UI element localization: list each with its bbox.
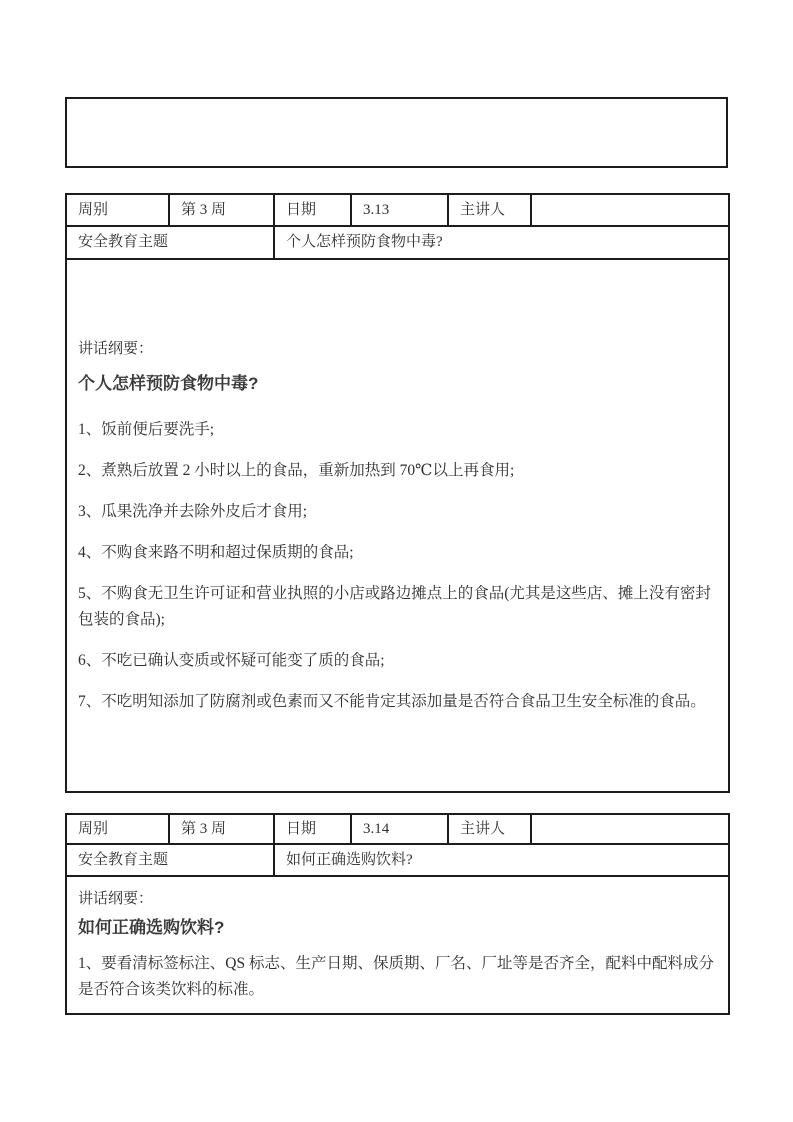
week-label-cell: 周别 [66, 814, 169, 844]
lesson-table-2 [65, 813, 730, 1015]
week-value-cell: 第 3 周 [169, 814, 274, 844]
outline-heading: 个人怎样预防食物中毒? [78, 373, 259, 393]
outline-heading: 如何正确选购饮料? [78, 918, 225, 937]
outline-row [66, 259, 729, 792]
topic-label-cell: 安全教育主题 [66, 844, 274, 876]
topic-row [66, 226, 729, 259]
outline-item-5: 5、不购食无卫生许可证和营业执照的小店或路边摊点上的食品(尤其是这些店、摊上没有密封包装的食品); [78, 584, 711, 628]
outline-item-1: 1、饭前便后要洗手; [78, 420, 215, 438]
speaker-label-cell: 主讲人 [448, 194, 531, 226]
week-value-cell: 第 3 周 [169, 194, 274, 226]
outline-label: 讲话纲要： [78, 891, 154, 907]
outline-item-3: 3、瓜果洗净并去除外皮后才食用; [78, 502, 308, 520]
topic-value-cell: 个人怎样预防食物中毒? [274, 226, 729, 259]
lesson-table-1 [65, 193, 730, 793]
topic-row [66, 844, 729, 876]
outline-label: 讲话纲要： [78, 340, 154, 357]
outline-item-1: 1、要看清标签标注、QS 标志、生产日期、保质期、厂名、厂址等是否齐全，配料中配料成分是否符合该类饮料的标准。 [78, 955, 714, 998]
outline-content-cell [66, 876, 729, 1014]
date-value-cell: 3.14 [351, 814, 448, 844]
outline-item-2: 2、煮熟后放置 2 小时以上的食品，重新加热到 70℃以上再食用; [78, 461, 515, 479]
outline-item-6: 6、不吃已确认变质或怀疑可能变了质的食品; [78, 651, 385, 669]
speaker-value-cell [531, 814, 729, 844]
meta-row [66, 194, 729, 226]
meta-row [66, 814, 729, 844]
week-label-cell: 周别 [66, 194, 169, 226]
date-label-cell: 日期 [274, 194, 351, 226]
outline-content-cell [66, 259, 729, 792]
speaker-label-cell: 主讲人 [448, 814, 531, 844]
date-label-cell: 日期 [274, 814, 351, 844]
lesson-section-2 [65, 813, 730, 1015]
topic-value-cell: 如何正确选购饮料? [274, 844, 729, 876]
lesson-section-1 [65, 193, 730, 793]
outline-item-7: 7、不吃明知添加了防腐剂或色素而又不能肯定其添加量是否符合食品卫生安全标准的食品。 [78, 692, 706, 710]
outline-row [66, 876, 729, 1014]
topic-label-cell: 安全教育主题 [66, 226, 274, 259]
date-value-cell: 3.13 [351, 194, 448, 226]
outline-item-4: 4、不购食来路不明和超过保质期的食品; [78, 543, 354, 561]
speaker-value-cell [531, 194, 729, 226]
top-notes-box [65, 97, 728, 168]
